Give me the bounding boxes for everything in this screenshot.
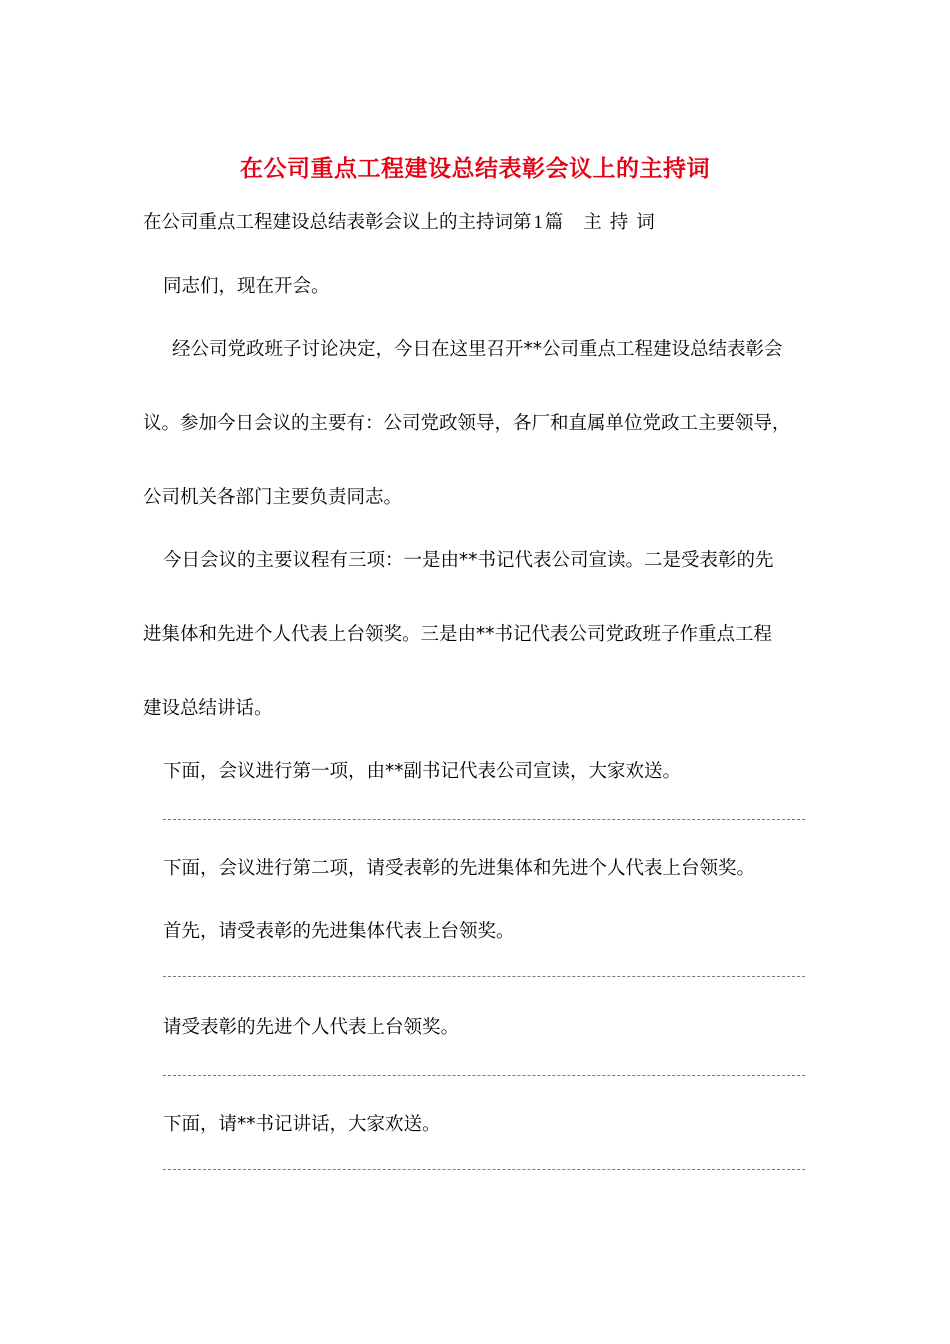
paragraph-line: 今日会议的主要议程有三项：一是由**书记代表公司宣读。二是受表彰的先 [163, 550, 774, 571]
paragraph-line: 下面，请**书记讲话，大家欢送。 [163, 1114, 441, 1135]
dashed-separator [163, 1169, 805, 1170]
document-title: 在公司重点工程建设总结表彰会议上的主持词 [240, 155, 710, 182]
paragraph-line: 经公司党政班子讨论决定，今日在这里召开**公司重点工程建设总结表彰会 [172, 339, 783, 360]
dashed-separator [163, 819, 805, 820]
paragraph-line: 请受表彰的先进个人代表上台领奖。 [163, 1017, 460, 1038]
paragraph-line: 首先，请受表彰的先进集体代表上台领奖。 [163, 921, 515, 942]
paragraph-line: 同志们，现在开会。 [163, 276, 330, 297]
dashed-separator [163, 976, 805, 977]
dashed-separator [163, 1075, 805, 1076]
paragraph-line: 建设总结讲话。 [143, 698, 273, 719]
paragraph-line: 下面，会议进行第一项，由**副书记代表公司宣读，大家欢送。 [163, 761, 682, 782]
paragraph-line: 公司机关各部门主要负责同志。 [143, 487, 403, 508]
paragraph-line: 进集体和先进个人代表上台领奖。三是由**书记代表公司党政班子作重点工程 [143, 624, 773, 645]
subtitle-spaced-label: 主持词 [583, 212, 663, 233]
subtitle-number: 1 [533, 213, 543, 233]
paragraph-line: 下面，会议进行第二项，请受表彰的先进集体和先进个人代表上台领奖。 [163, 858, 756, 879]
paragraph-line: 议。参加今日会议的主要有：公司党政领导，各厂和直属单位党政工主要领导， [143, 413, 791, 434]
document-subtitle [143, 211, 663, 235]
subtitle-prefix: 在公司重点工程建设总结表彰会议上的主持词第 [143, 212, 532, 233]
subtitle-unit: 篇 [544, 212, 564, 233]
